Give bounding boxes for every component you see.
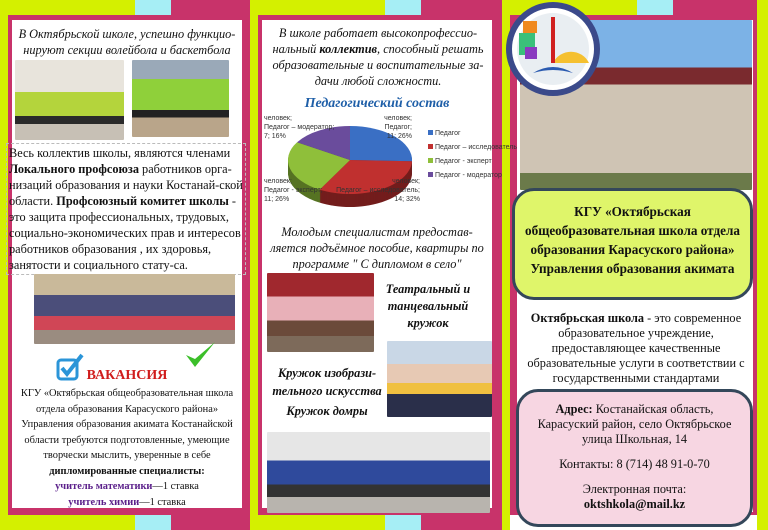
vacancy-text: КГУ «Октябрьская общеобразовательная школа отдела образования Карасуского района» Управления образования акимата Костанайской области требуются подготовленные, умеющие творчески мыслить, уверенные в себе дипломированные специалисты: учитель математики—1 ставка учитель химии—1 ставка [20, 388, 234, 508]
green-check-icon [183, 340, 217, 370]
vacancy-title: ВАКАНСИЯ [86, 368, 168, 383]
about-text: Октябрьская школа - это современное образовательное учреждение, предоставляющее качественные образовательные услуги в соответствии с государственными стандартами [527, 311, 745, 385]
contacts-phone: Контакты: 8 (714) 48 91-0-70 [559, 457, 710, 471]
legend-swatch [428, 130, 433, 135]
legend-entry: Педагог - эксперт [435, 158, 492, 165]
theater-caption: Театральный и танцевальный кружок [385, 282, 471, 330]
stripe [421, 0, 505, 15]
org-title: КГУ «Октябрьская общеобразовательная школа отдела образования Карасуского района» Управления образования акимата [525, 204, 740, 276]
pie-chart [262, 115, 517, 225]
young-specialists-text: Молодым специалистам предостав-ляется подъёмное пособие, квартиры по программе " С дипломом в село" [270, 225, 484, 271]
stripe [171, 0, 253, 15]
pie-data-label: человек; Педагог; 11; 26% [384, 115, 412, 140]
pie-data-label: человек; Педагог - эксперт; 11; 26% [264, 178, 323, 203]
pie-data-label: человек; Педагог – исследователь; 14; 32% [336, 178, 420, 203]
legend-swatch [428, 158, 433, 163]
basketball-team-photo [132, 60, 229, 137]
volleyball-team-photo [15, 60, 124, 140]
intro-text: В школе работает высокопрофессио-нальный коллектив, способный решать образовательные и воспитательные за-дачи любой сложности. [272, 26, 484, 88]
stripe [421, 515, 505, 530]
legend-entry: Педагог [435, 130, 461, 137]
pie-slice [350, 126, 412, 161]
email-label: Электронная почта: [582, 482, 687, 496]
org-title-box [512, 188, 753, 300]
stripe [385, 515, 421, 530]
pie-data-label: человек; Педагог – модератор; 7; 16% [264, 115, 335, 140]
stripe [637, 0, 673, 15]
union-members-photo [34, 274, 235, 344]
stripe [171, 515, 253, 530]
address: Адрес: Костанайская область, Карасуский район, село Октябрьское улица Школьная, 14 [537, 402, 732, 446]
dombra-photo [267, 432, 490, 513]
art-class-photo [387, 341, 492, 417]
stripe [253, 515, 385, 530]
legend-entry: Педагог – исследователь [435, 144, 517, 151]
stripe [0, 0, 135, 15]
sports-caption: В Октябрьской школе, успешно функцио-нируют секции волейбола и баскетбола [18, 27, 236, 57]
chart-title: Педагогический состав [304, 96, 450, 111]
stripe [135, 0, 171, 15]
stripe [135, 515, 171, 530]
stripe [253, 0, 385, 15]
theater-photo [267, 273, 374, 352]
union-text: Весь коллектив школы, являются членами Локального профсоюза работников орга-низаций образования и науки Костанай-ской области. Профсоюзный комитет школы - это защита профессиональных, трудовых, социально-экономических прав и интересов работников образования , их здоровья, занятости и социального стату-са. [6, 143, 246, 275]
stripe [673, 0, 757, 15]
stripe [0, 515, 135, 530]
school-logo [505, 3, 603, 95]
contacts-box [516, 389, 753, 527]
dombra-caption: Кружок домры [286, 404, 368, 418]
legend-entry: Педагог - модератор [435, 172, 502, 179]
email-link[interactable]: oktshkola@mail.kz [583, 497, 686, 511]
stripe [385, 0, 421, 15]
legend-swatch [428, 172, 433, 177]
art-caption: Кружок изобрази-тельного искусства [272, 366, 382, 398]
legend-swatch [428, 144, 433, 149]
